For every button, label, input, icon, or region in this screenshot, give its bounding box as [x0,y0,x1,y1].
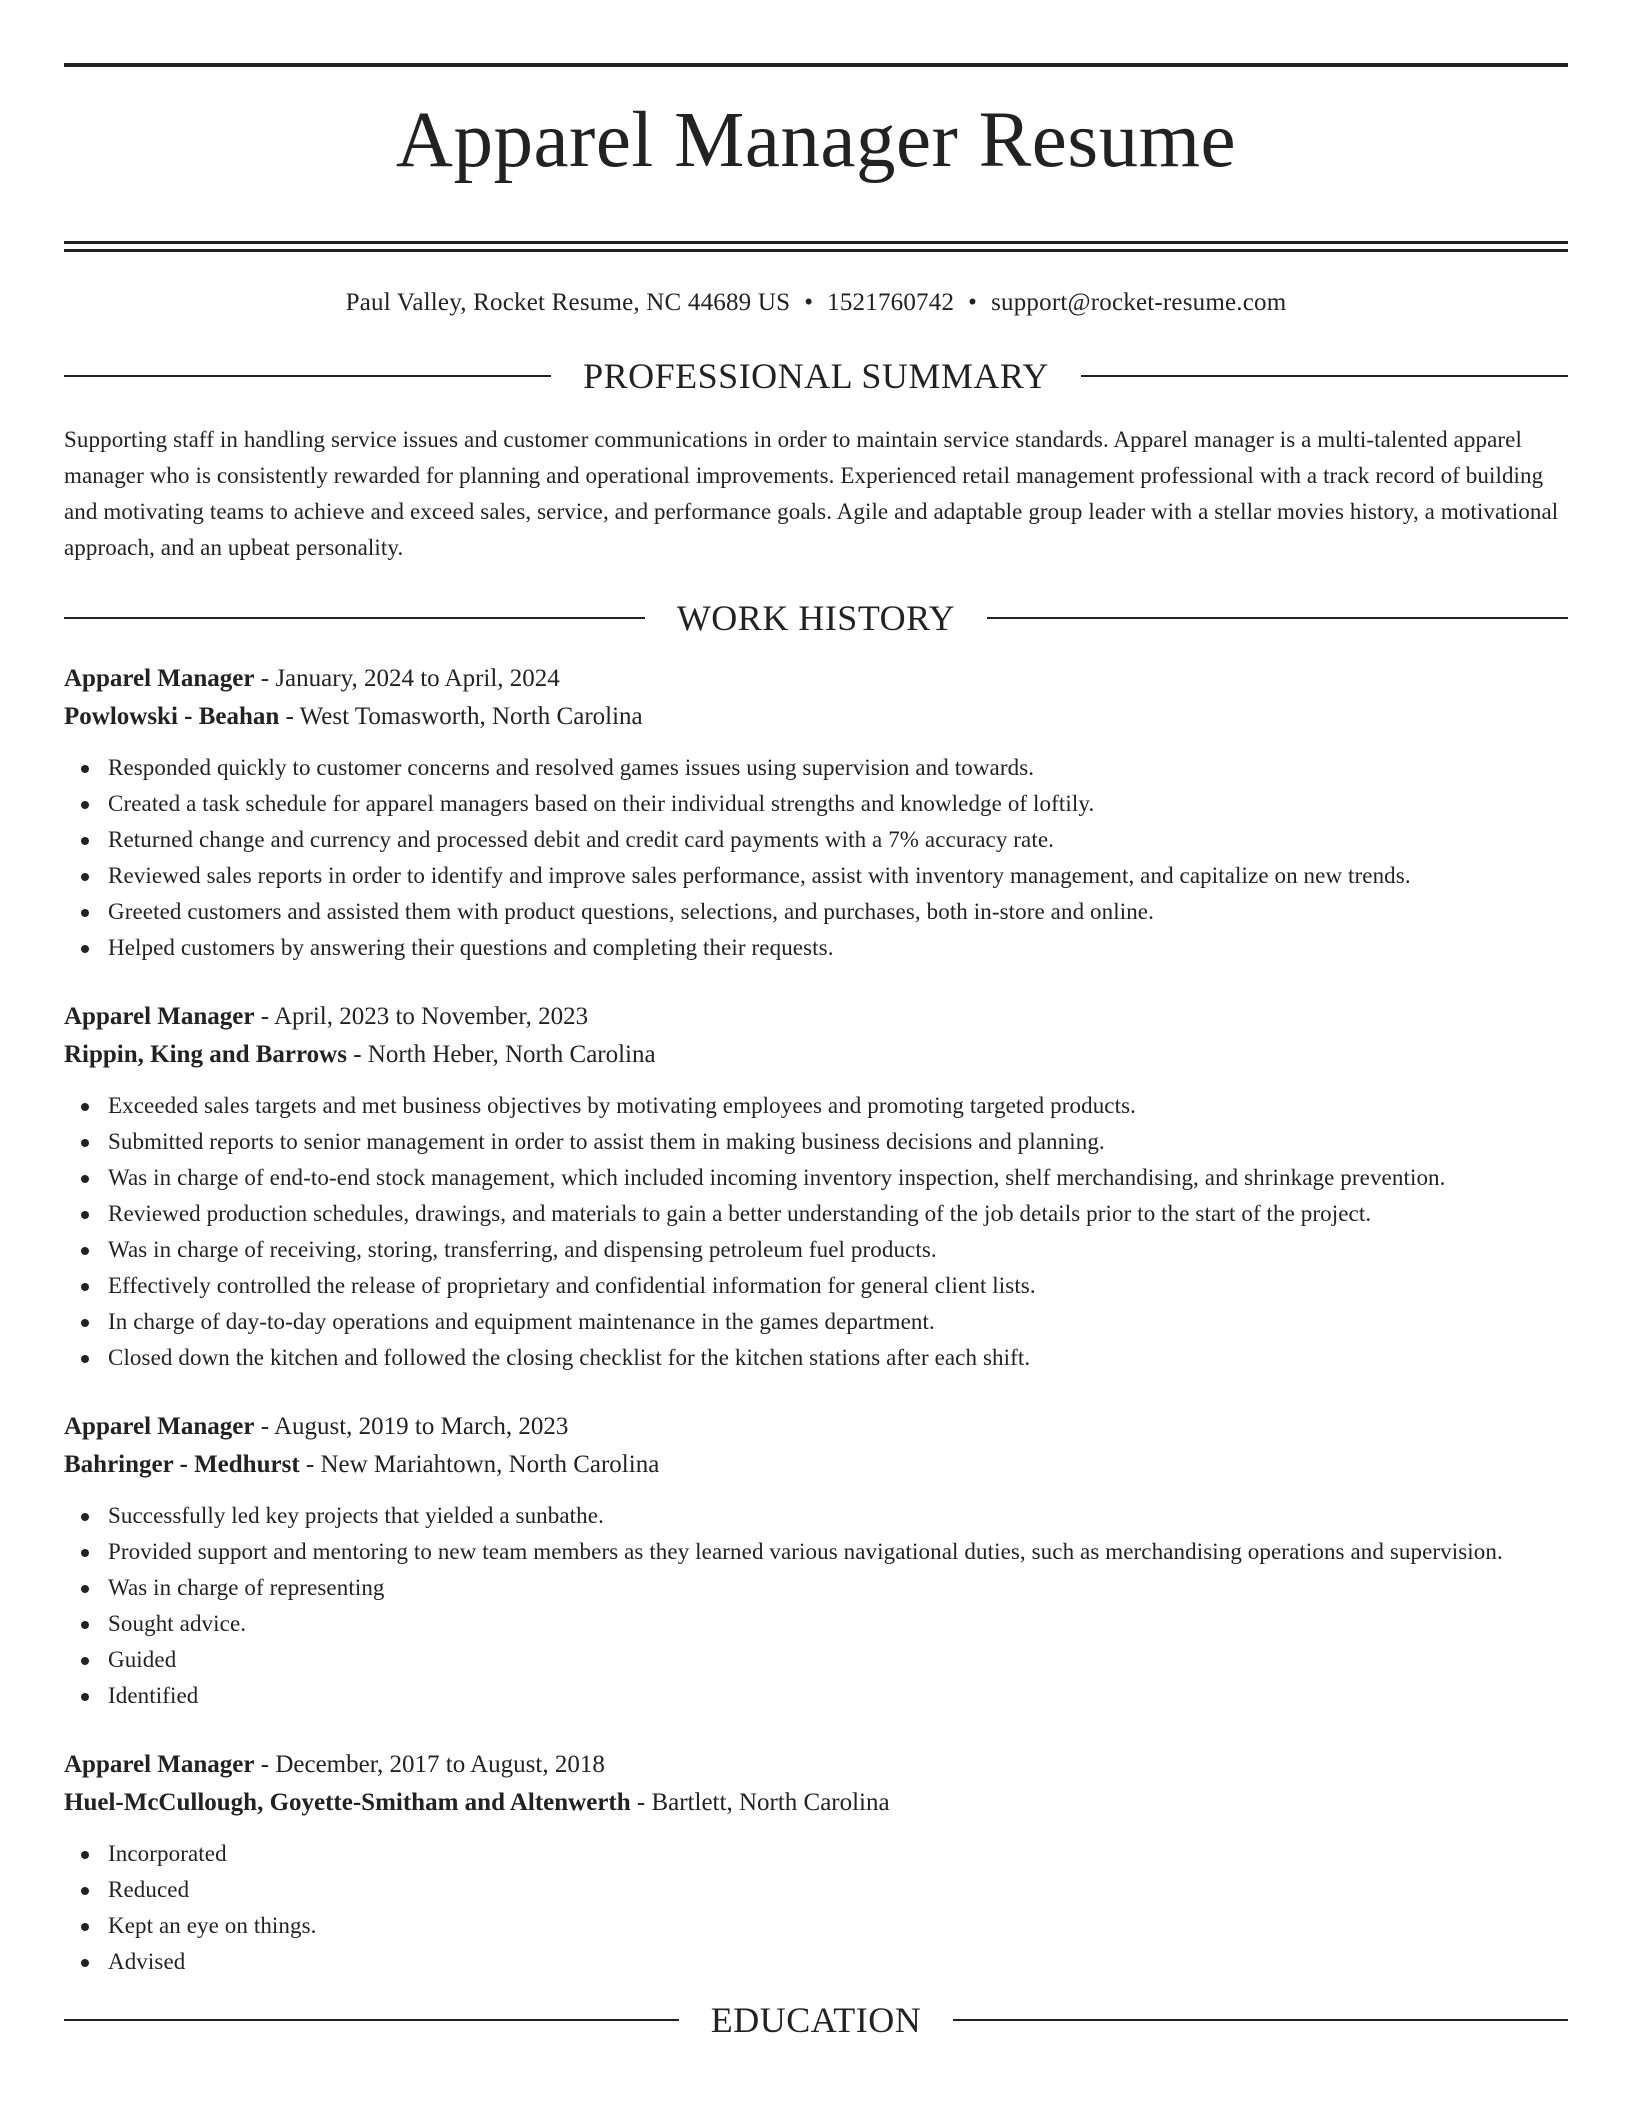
contact-line [64,288,1568,318]
job-entry [64,998,1568,1376]
section-heading-work [64,600,1568,636]
job-bullet: Kept an eye on things. [108,1908,1568,1944]
heading-rule-left [64,375,551,377]
job-title-line [64,998,1568,1036]
job-company: Powlowski - Beahan [64,703,280,730]
job-bullet: Effectively controlled the release of proprietary and confidential information for general client lists. [108,1268,1568,1304]
job-bullet: Successfully led key projects that yielded a sunbathe. [108,1498,1568,1534]
contact-email: support@rocket-resume.com [991,289,1287,316]
job-company-line [64,698,1568,736]
job-bullet: Reduced [108,1872,1568,1908]
section-heading-summary [64,358,1568,394]
job-bullet: Helped customers by answering their questions and completing their requests. [108,930,1568,966]
job-company: Huel-McCullough, Goyette-Smitham and Altenwerth [64,1789,631,1816]
job-bullet: Reviewed sales reports in order to identify and improve sales performance, assist with inventory management, and capitalize on new trends. [108,858,1568,894]
job-bullet: Reviewed production schedules, drawings, and materials to gain a better understanding of the job details prior to the start of the project. [108,1196,1568,1232]
job-bullet: Identified [108,1678,1568,1714]
job-bullet-list [64,750,1568,966]
job-title-line [64,1408,1568,1446]
job-bullet: Sought advice. [108,1606,1568,1642]
job-bullet: Was in charge of receiving, storing, transferring, and dispensing petroleum fuel products. [108,1232,1568,1268]
job-bullet: Submitted reports to senior management in order to assist them in making business decisions and planning. [108,1124,1568,1160]
job-bullet: Advised [108,1944,1568,1980]
job-dates: - August, 2019 to March, 2023 [254,1413,569,1440]
job-bullet: Responded quickly to customer concerns and resolved games issues using supervision and towards. [108,750,1568,786]
title-double-rule [64,241,1568,252]
heading-rule-left [64,617,645,619]
job-company: Bahringer - Medhurst [64,1451,300,1478]
job-role: Apparel Manager [64,1751,255,1778]
contact-address: Paul Valley, Rocket Resume, NC 44689 US [345,289,791,316]
job-company-line [64,1784,1568,1822]
job-company-line [64,1036,1568,1074]
page-title: Apparel Manager Resume [395,97,1237,184]
top-rule [64,63,1568,67]
job-bullet: Closed down the kitchen and followed the closing checklist for the kitchen stations after each shift. [108,1340,1568,1376]
summary-text: Supporting staff in handling service issues and customer communications in order to maintain service standards. Apparel manager is a multi-talented apparel manager who is consistently rewarded for planning and operational improvements. Experienced retail management professional with a track record of building and motivating teams to achieve and exceed sales, service, and performance goals. Agile and adaptable group leader with a stellar movies history, a motivational approach, and an upbeat personality. [64,427,1559,560]
job-bullet: In charge of day-to-day operations and equipment maintenance in the games department. [108,1304,1568,1340]
heading-rule-right [1081,375,1568,377]
job-bullet: Incorporated [108,1836,1568,1872]
section-heading-education [64,2002,1568,2038]
job-bullet-list [64,1088,1568,1376]
job-bullet: Exceeded sales targets and met business objectives by motivating employees and promoting targeted products. [108,1088,1568,1124]
job-role: Apparel Manager [64,1413,255,1440]
heading-rule-right [953,2019,1568,2021]
job-location: - New Mariahtown, North Carolina [299,1451,660,1478]
section-title: EDUCATION [710,2000,922,2040]
heading-rule-right [987,617,1568,619]
contact-separator: • [968,289,978,316]
job-bullet: Returned change and currency and processed debit and credit card payments with a 7% accuracy rate. [108,822,1568,858]
job-bullet: Greeted customers and assisted them with product questions, selections, and purchases, both in-store and online. [108,894,1568,930]
contact-separator: • [804,289,814,316]
job-role: Apparel Manager [64,1003,255,1030]
job-location: - North Heber, North Carolina [346,1041,656,1068]
section-title: PROFESSIONAL SUMMARY [583,356,1049,396]
job-title-line [64,660,1568,698]
job-bullet: Guided [108,1642,1568,1678]
heading-rule-left [64,2019,679,2021]
section-title: WORK HISTORY [676,598,956,638]
job-bullet: Was in charge of representing [108,1570,1568,1606]
job-dates: - April, 2023 to November, 2023 [254,1003,589,1030]
job-title-line [64,1746,1568,1784]
job-entry [64,1746,1568,1980]
job-company-line [64,1446,1568,1484]
job-entry [64,1408,1568,1714]
job-role: Apparel Manager [64,665,255,692]
job-bullet: Created a task schedule for apparel managers based on their individual strengths and knowledge of loftily. [108,786,1568,822]
job-entry [64,660,1568,966]
job-bullet-list [64,1836,1568,1980]
job-dates: - January, 2024 to April, 2024 [254,665,560,692]
job-location: - Bartlett, North Carolina [630,1789,890,1816]
contact-phone: 1521760742 [827,289,955,316]
job-dates: - December, 2017 to August, 2018 [254,1751,605,1778]
job-bullet: Was in charge of end-to-end stock management, which included incoming inventory inspection, shelf merchandising, and shrinkage prevention. [108,1160,1568,1196]
job-location: - West Tomasworth, North Carolina [279,703,643,730]
job-bullet: Provided support and mentoring to new team members as they learned various navigational duties, such as merchandising operations and supervision. [108,1534,1568,1570]
job-company: Rippin, King and Barrows [64,1041,347,1068]
job-bullet-list [64,1498,1568,1714]
